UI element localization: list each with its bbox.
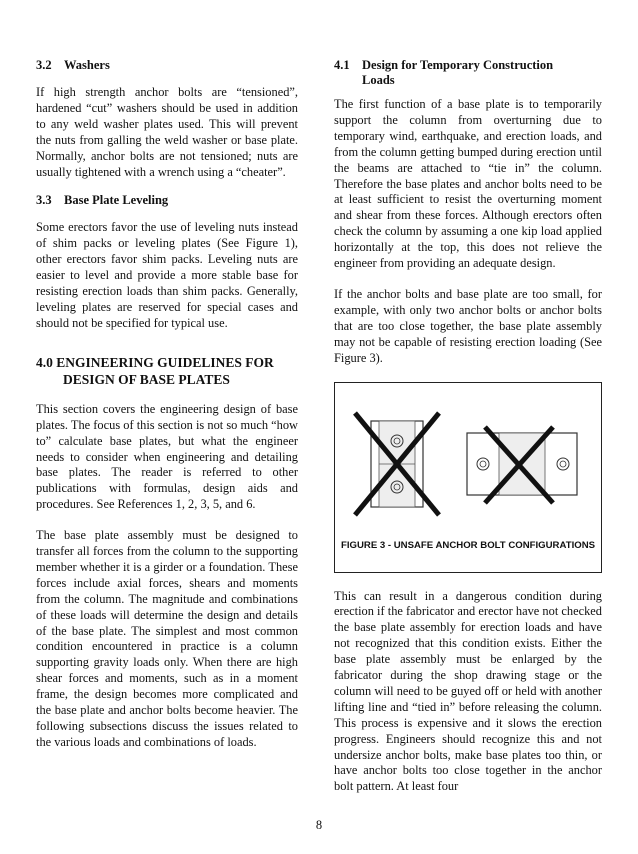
section-number: 4.1 (334, 58, 350, 72)
right-column (334, 58, 602, 810)
section-4-1-heading (334, 58, 602, 88)
section-3-2-paragraph: If high strength anchor bolts are “tensioned”, hardened “cut” washers should be used in addition to any weld washer plates used. This will prevent the nuts from galling the weld washer or base plate. Normally, anchor bolts are not tensioned; nuts are usually tightened with a wrench using a “cheater”. (36, 85, 298, 179)
section-4-1-paragraph-2: If the anchor bolts and base plate are too small, for example, with only two anchor bolts or anchor bolts that are too close together, the base plate assembly may not be capable of resisting erection loading (See Figure 3). (334, 286, 602, 365)
section-title-line-1: Design for Temporary Construction (362, 58, 554, 72)
config-two-bolts (355, 413, 439, 515)
figure-3 (334, 382, 602, 573)
section-4-1-paragraph-1: The first function of a base plate is to temporarily support the column from overturning due to temporary wind, earthquake, and erection loads, and from the column getting bumped during erection until the beams are attached to “tie in” the column. Therefore the base plates and anchor bolts need to be at least sufficient to resist the overturning moment and shear from these forces. Although erectors often check the column by assuming a one kip load applied horizontally at the top, this does not relieve the engineer from providing an adequate design. (334, 97, 602, 271)
config-close-bolts (467, 427, 577, 503)
section-4-0-paragraph-1: This section covers the engineering design of base plates. The focus of this section is not so much “how to” calculate base plates, but what the engineer needs to consider when engineering and detailing base plates. The reader is referred to other publications with formulas, design aids and procedures. See References 1, 2, 3, 5, and 6. (36, 401, 298, 512)
section-4-1-paragraph-3: This can result in a dangerous condition during erection if the fabricator and erector have not checked the base plate assembly for erection loads and have not recognized that this condition exists. Either the base plate assembly must be enlarged by the fabricator during the shop drawing stage or the column will need to be guyed off or held with another lifting line and “tied in” before releasing the column. This process is expensive and it slows the erection progress. Engineers should recognize this and not undersize anchor bolts, make base plates too thin, or have anchor bolts too close together in the anchor bolt pattern. At least four (334, 588, 602, 794)
section-number: 3.3 (36, 193, 52, 208)
section-3-3-heading (36, 193, 298, 208)
section-title: Washers (64, 58, 110, 72)
left-column (36, 58, 298, 766)
section-4-0-heading (36, 354, 298, 388)
section-3-3-paragraph: Some erectors favor the use of leveling nuts instead of shim packs or leveling plates (See Figure 1), other erectors favor shim packs. Leveling nuts are easier to level and provide a more stable base for resisting erection loads than shim packs. Generally, leveling plates are reserved for special cases and should not be specified for typical use. (36, 220, 298, 330)
figure-caption: FIGURE 3 - UNSAFE ANCHOR BOLT CONFIGURATIONS (340, 539, 596, 551)
page-number: 8 (315, 818, 323, 832)
heading-line-2: DESIGN OF BASE PLATES (63, 371, 230, 387)
section-title-line-2: Loads (362, 73, 395, 87)
section-4-0-paragraph-2: The base plate assembly must be designed to transfer all forces from the column to the supporting member whether it is a girder or a foundation. These forces include axial forces, shears and moments from the column. The magnitude and combinations of these loads will determine the design and details of the base plate. The simplest and most common condition encountered in practice is a column supporting gravity loads only. When there are high shear forces and moments, such as in a moment frame, the design becomes more complicated and the base plate and anchor bolts become heavier. The following subsections discuss the issues related to the various loads and combinations of loads. (36, 528, 298, 749)
section-3-2-heading (36, 58, 298, 73)
section-title: Base Plate Leveling (64, 193, 169, 208)
section-number: 3.2 (36, 58, 52, 72)
heading-line-1: 4.0 ENGINEERING GUIDELINES FOR (36, 354, 274, 370)
